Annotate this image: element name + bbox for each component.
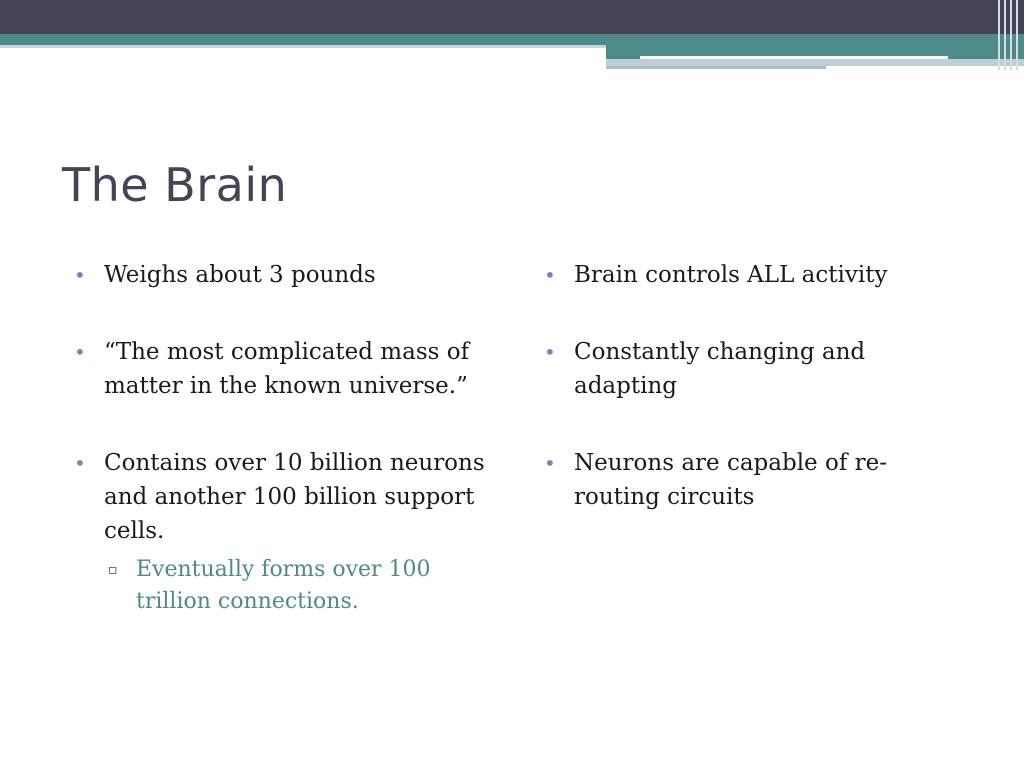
slide-title: The Brain [62, 158, 288, 212]
header-band-teal [0, 34, 1024, 45]
bullet-icon: • [544, 340, 556, 364]
sub-bullet-text: Eventually forms over 100 trillion connections. [136, 557, 431, 614]
bullet-text: Brain controls ALL activity [574, 262, 888, 288]
bullet-item [544, 258, 944, 292]
sub-bullet-item [74, 554, 494, 618]
header-line-light [0, 45, 606, 48]
bullet-item [74, 335, 494, 403]
bullet-icon: • [74, 340, 86, 364]
bullet-item [74, 446, 494, 548]
header-band-right-light [606, 59, 1024, 66]
bullet-text: Contains over 10 billion neurons and another 100 billion support cells. [104, 450, 485, 544]
square-bullet-icon: ▫ [108, 562, 118, 578]
bullet-icon: • [74, 263, 86, 287]
bullet-text: Weighs about 3 pounds [104, 262, 376, 288]
left-column [74, 258, 494, 618]
bullet-text: “The most complicated mass of matter in the known universe.” [104, 339, 470, 399]
header-band-right-thin [606, 66, 826, 69]
bullet-icon: • [74, 451, 86, 475]
bullet-item [544, 446, 944, 514]
header-line-white [640, 56, 948, 59]
right-column [544, 258, 944, 557]
bullet-text: Constantly changing and adapting [574, 339, 866, 399]
bullet-text: Neurons are capable of re-routing circuits [574, 450, 888, 510]
bullet-item [544, 335, 944, 403]
header-band-dark [0, 0, 1024, 34]
bullet-icon: • [544, 451, 556, 475]
bullet-item [74, 258, 494, 292]
header-edge-stripes [994, 0, 1024, 70]
bullet-icon: • [544, 263, 556, 287]
